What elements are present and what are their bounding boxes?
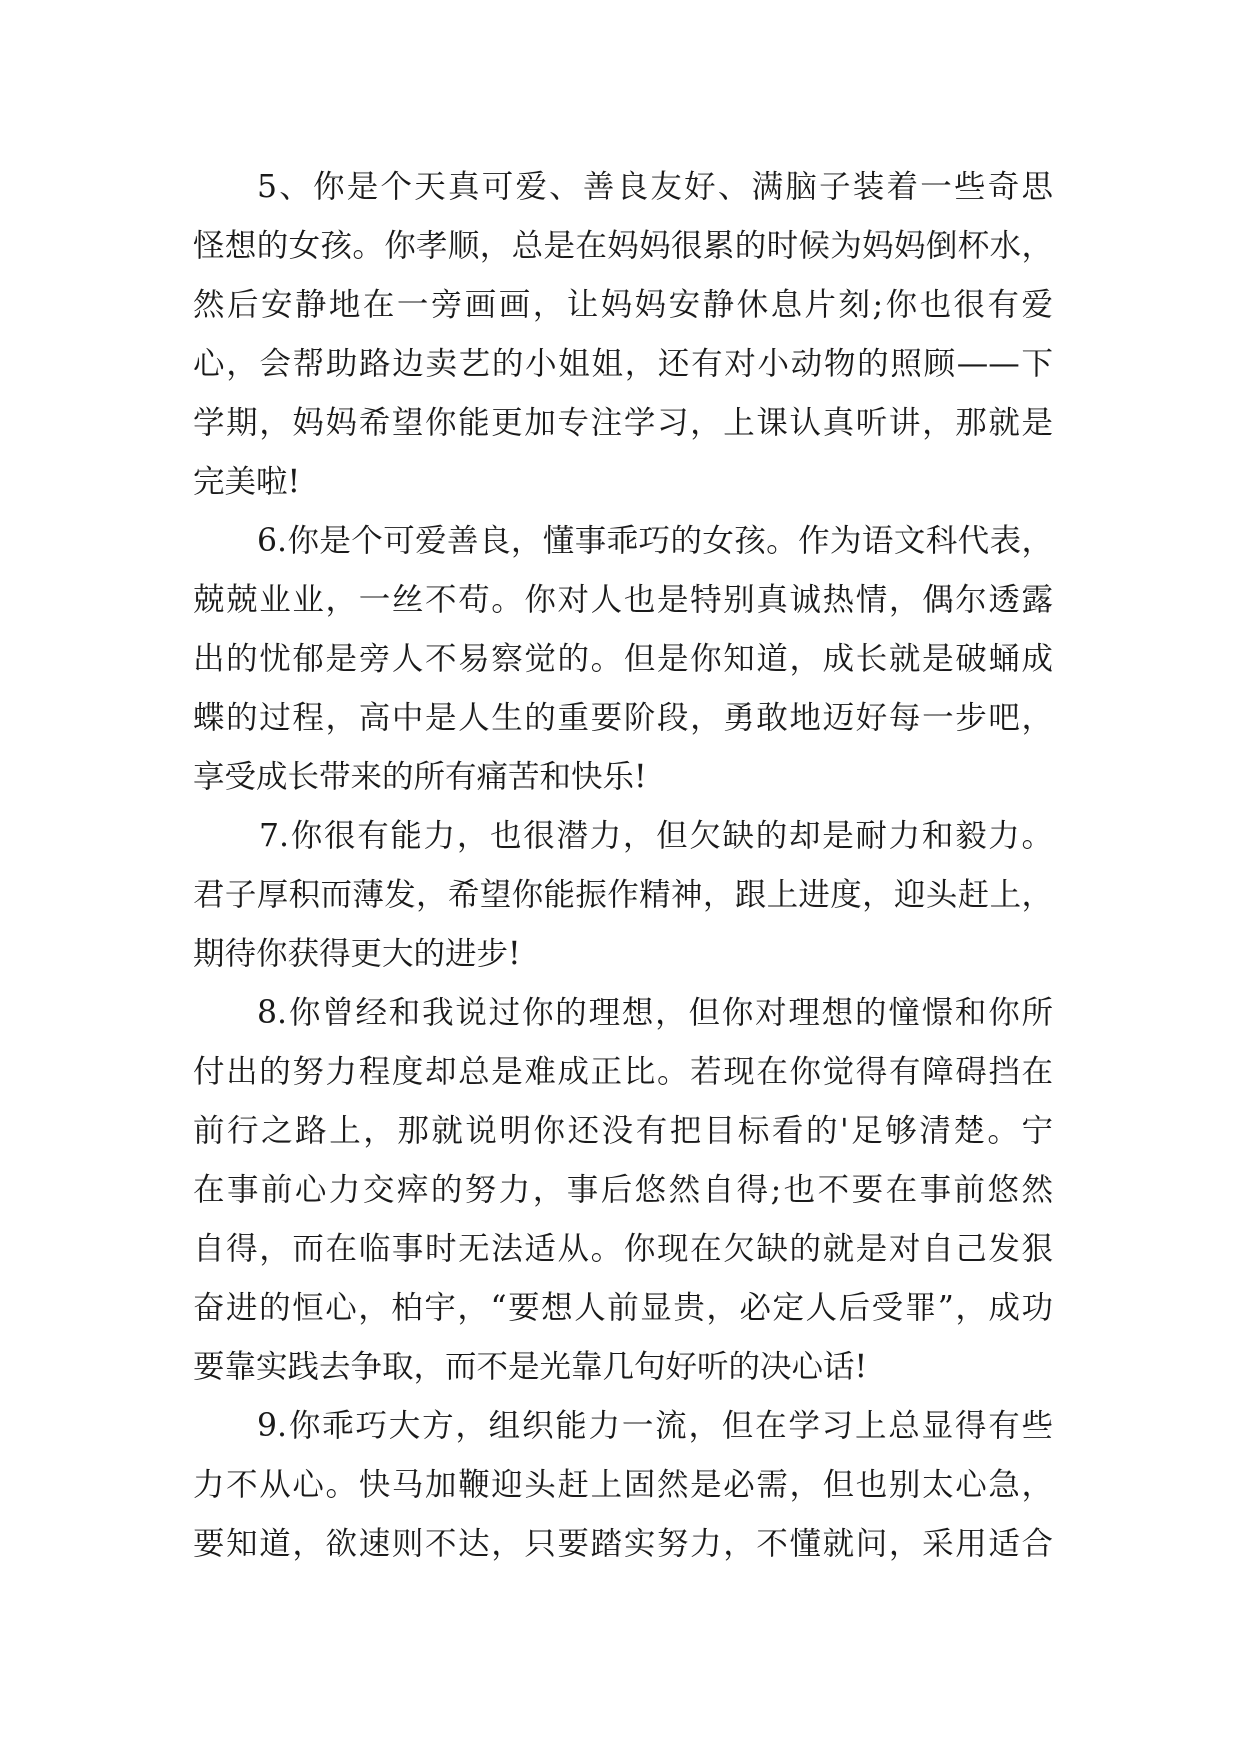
document-body	[193, 158, 1053, 1574]
paragraph-line: 7.你很有能力，也很潜力，但欠缺的却是耐力和毅力。	[259, 818, 1053, 854]
paragraph-line: 学期，妈妈希望你能更加专注学习，上课认真听讲，那就是	[193, 405, 1053, 441]
paragraph-line: 前行之路上，那就说明你还没有把目标看的'足够清楚。宁	[193, 1113, 1053, 1149]
paragraph-8	[193, 984, 1053, 1397]
paragraph-line: 5、你是个天真可爱、善良友好、满脑子装着一些奇思	[257, 169, 1053, 205]
paragraph-line: 心，会帮助路边卖艺的小姐姐，还有对小动物的照顾——下	[193, 346, 1053, 382]
paragraph-5	[193, 158, 1053, 512]
paragraph-line: 力不从心。快马加鞭迎头赶上固然是必需，但也别太心急，	[193, 1467, 1053, 1503]
paragraph-line: 期待你获得更大的进步!	[193, 936, 521, 972]
paragraph-line: 9.你乖巧大方，组织能力一流，但在学习上总显得有些	[257, 1408, 1053, 1444]
paragraph-line: 自得，而在临事时无法适从。你现在欠缺的就是对自己发狠	[193, 1231, 1053, 1267]
paragraph-line: 蝶的过程，高中是人生的重要阶段，勇敢地迈好每一步吧，	[193, 700, 1053, 736]
paragraph-line: 在事前心力交瘁的努力，事后悠然自得;也不要在事前悠然	[193, 1172, 1053, 1208]
paragraph-line: 享受成长带来的所有痛苦和快乐!	[193, 759, 647, 795]
paragraph-9	[193, 1397, 1053, 1574]
paragraph-line: 然后安静地在一旁画画，让妈妈安静休息片刻;你也很有爱	[193, 287, 1053, 323]
paragraph-line: 出的忧郁是旁人不易察觉的。但是你知道，成长就是破蛹成	[193, 641, 1053, 677]
paragraph-line: 要知道，欲速则不达，只要踏实努力，不懂就问，采用适合	[193, 1526, 1053, 1562]
paragraph-7	[193, 807, 1053, 984]
paragraph-line: 兢兢业业，一丝不苟。你对人也是特别真诚热情，偶尔透露	[193, 582, 1053, 618]
paragraph-line: 付出的努力程度却总是难成正比。若现在你觉得有障碍挡在	[193, 1054, 1053, 1090]
paragraph-line: 君子厚积而薄发，希望你能振作精神，跟上进度，迎头赶上，	[193, 877, 1053, 913]
paragraph-6	[193, 512, 1053, 807]
paragraph-line: 怪想的女孩。你孝顺，总是在妈妈很累的时候为妈妈倒杯水，	[193, 228, 1053, 264]
paragraph-line: 完美啦!	[193, 464, 301, 500]
paragraph-line: 6.你是个可爱善良，懂事乖巧的女孩。作为语文科代表，	[257, 523, 1053, 559]
paragraph-line: 奋进的恒心，柏宇，“要想人前显贵，必定人后受罪”，成功	[193, 1290, 1053, 1326]
paragraph-line: 8.你曾经和我说过你的理想，但你对理想的憧憬和你所	[257, 995, 1053, 1031]
paragraph-line: 要靠实践去争取，而不是光靠几句好听的决心话!	[193, 1349, 868, 1385]
